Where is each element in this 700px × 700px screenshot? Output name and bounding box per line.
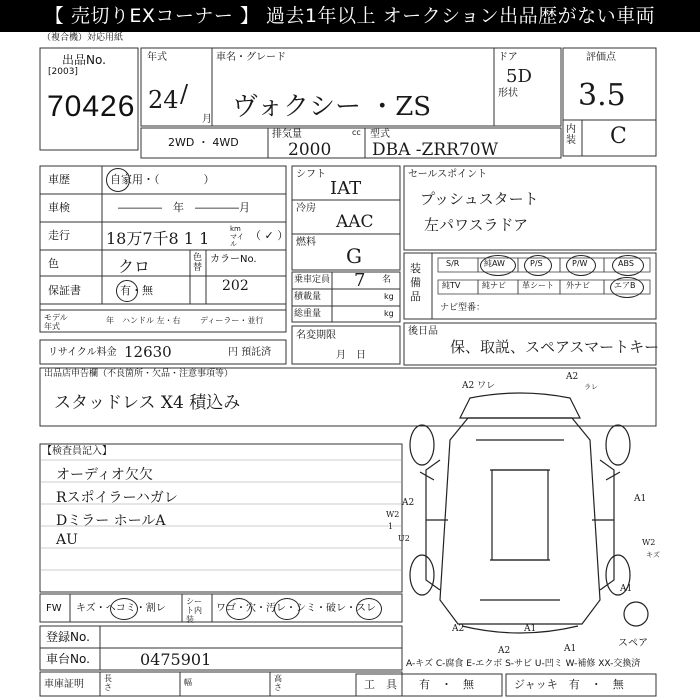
damage-mark-1: A2 ワレ [462, 381, 496, 391]
listing-year-tag: [2003] [48, 67, 78, 77]
length-label: 長さ [104, 674, 112, 692]
tools-label: 工 具 有 ・ 無 [364, 678, 474, 691]
equip-aw: 純AW [484, 259, 505, 268]
damage-mark-15: A1 [564, 644, 577, 654]
listing-number: 70426 [47, 90, 136, 123]
drive-label: 2WD ・ 4WD [168, 136, 239, 149]
equipment-label: 装備品 [410, 262, 421, 303]
equip-tv: 純TV [442, 281, 461, 290]
equip-pw-circle [566, 255, 596, 276]
seat-label: シート内装 [186, 597, 202, 624]
equip-pw: P/W [572, 259, 588, 268]
history-label: 車歴 [48, 173, 70, 186]
equip-airbag: エアB [614, 281, 636, 290]
history-value: 自家用・（ ） [110, 173, 215, 186]
fw-label: FW [46, 603, 62, 614]
fw-items: キズ・ヘコミ・割レ [76, 603, 166, 614]
mileage-label: 走行 [48, 229, 70, 242]
sales-point-line2: 左パワスラドア [424, 216, 529, 234]
listing-label: 出品No. [62, 53, 106, 67]
damage-mark-13: A1 [524, 624, 537, 634]
model-year-unit: 年 [106, 316, 114, 325]
model-year-label: モデル年式 [44, 313, 68, 331]
inspector-line-3: Dミラー ホールA [56, 513, 166, 529]
damage-mark-3: ラレ [584, 383, 598, 391]
type-label: 型式 [370, 129, 390, 140]
car-body-diagram [410, 393, 648, 633]
shape-label: 形状 [498, 88, 518, 99]
warranty-circle-mark [116, 280, 138, 302]
damage-mark-2: A2 [566, 372, 579, 382]
model-name-label: 車名・グレード [216, 52, 286, 63]
recycle-unit: 円 預託済 [228, 347, 272, 358]
seller-notes-value: スタッドレス X4 積込み [54, 393, 241, 413]
inspection-label: 車検 [48, 201, 70, 214]
displacement-label: 排気量 [272, 129, 302, 140]
mileage-unit: km マイル [230, 225, 244, 249]
weight-unit: kg [384, 309, 394, 318]
color-label: 色 [48, 257, 59, 270]
equip-sr: S/R [446, 259, 460, 268]
interior-label: 内装 [566, 124, 576, 146]
year-slash: / [180, 80, 189, 108]
damage-mark-14: A2 [498, 646, 511, 656]
year-month-unit: 月 [202, 114, 212, 125]
equip-ps: P/S [530, 259, 543, 268]
ac-value: AAC [336, 212, 374, 232]
ac-label: 冷房 [296, 203, 316, 214]
color-change-label: 色替 [193, 253, 203, 273]
color-code-label: カラーNo. [210, 254, 257, 265]
weight-label: 総重量 [294, 309, 322, 319]
sales-point-line1: プッシュスタート [420, 190, 539, 208]
displacement-unit: cc [352, 128, 361, 137]
handle-label: ハンドル 左・右 [122, 316, 181, 325]
doors-label: ドア [498, 52, 518, 63]
form-sub-note: （複合機）対応用紙 [42, 33, 124, 43]
height-label: 高さ [274, 674, 282, 692]
jack-label: ジャッキ 有 ・ 無 [514, 678, 624, 691]
after-parts-value: 保、取説、スペアスマートキー [450, 338, 660, 356]
color-code-value: 202 [222, 278, 249, 294]
equip-ps-circle [524, 255, 552, 276]
load-label: 積載量 [294, 292, 322, 302]
shift-value: IAT [330, 178, 362, 199]
damage-mark-7: U2 [398, 534, 410, 543]
damage-mark-4: A2 [402, 498, 415, 508]
equip-navi: 純ナビ [482, 281, 506, 290]
capacity-label: 乗車定員 [294, 275, 331, 285]
inspector-label: 【検査員記入】 [42, 446, 112, 457]
inspector-line-4: AU [56, 532, 78, 548]
chassis-value: 0475901 [140, 650, 212, 669]
seller-notes-label: 出品店申告欄（不良箇所・欠品・注意事項等） [44, 369, 234, 379]
model-name-value: ヴォクシー ・ZS [232, 92, 432, 122]
damage-mark-9: W2 [642, 538, 656, 547]
warranty-label: 保証書 [48, 284, 81, 297]
damage-mark-12: A2 [452, 624, 465, 634]
fuel-label: 燃料 [296, 237, 316, 248]
dealer-label: ディーラー・並行 [200, 316, 264, 325]
score-label: 評価点 [586, 52, 616, 63]
equip-airbag-circle [610, 277, 644, 298]
recycle-value: 12630 [124, 343, 172, 361]
width-label: 幅 [184, 678, 192, 687]
fw-circle-mark [110, 598, 138, 620]
equip-ext-navi: 外ナビ [566, 281, 590, 290]
equip-abs: ABS [618, 259, 634, 268]
type-value: DBA -ZRR70W [372, 140, 499, 160]
recycle-label: リサイクル料金 [48, 347, 117, 358]
inspection-value: ―――― 年 ――――月 [118, 201, 250, 214]
fuel-value: G [346, 244, 362, 268]
spare-label: スペア [618, 638, 648, 649]
inspector-line-2: Rスポイラーハガレ [56, 490, 178, 506]
navi-model-label: ナビ型番： [440, 303, 486, 313]
mileage-value: 18万7千8 1 1 [106, 229, 210, 248]
displacement-value: 2000 [288, 140, 332, 160]
header-banner: 【 売切りEXコーナー 】 過去1年以上 オークション出品歴がない車両 [0, 0, 700, 32]
doors-value: 5D [506, 66, 532, 87]
score-value: 3.5 [578, 78, 626, 113]
capacity-unit: 名 [382, 275, 392, 285]
equip-leather: 革シート [522, 281, 554, 290]
seat-items: ワゴ・穴・汚レ・シミ・破レ・スレ [216, 603, 376, 614]
deadline-unit: 月 日 [336, 350, 366, 361]
damage-mark-10: キズ [646, 551, 660, 559]
warranty-value: 有・無 [120, 284, 153, 297]
deadline-label: 名変期限 [296, 330, 336, 341]
equip-aw-circle [480, 255, 516, 276]
capacity-value: 7 [354, 270, 366, 291]
equip-abs-circle [612, 255, 644, 276]
interior-value: C [610, 124, 627, 149]
damage-mark-6: 1 [388, 522, 394, 531]
after-parts-label: 後日品 [408, 326, 438, 337]
year-value: 24 [148, 86, 179, 114]
history-circle-mark [106, 168, 130, 192]
damage-legend: A-キズ C-腐食 E-エクボ S-サビ U-凹ミ W-補修 XX-交換済 [406, 659, 641, 669]
year-label: 年式 [147, 52, 167, 63]
load-unit: kg [384, 292, 394, 301]
color-value: クロ [118, 257, 151, 276]
garage-cert-label: 車庫証明 [44, 679, 84, 690]
inspector-line-1: オーディオ欠欠 [56, 467, 153, 483]
seat-circle-mark-1 [226, 598, 252, 620]
damage-mark-8: A1 [634, 494, 647, 504]
chassis-label: 車台No. [46, 652, 90, 666]
mileage-paren: （ ✓ ） [250, 229, 289, 242]
damage-mark-5: W2 [386, 510, 400, 519]
shift-label: シフト [296, 169, 326, 180]
seat-circle-mark-2 [274, 598, 300, 620]
registration-label: 登録No. [46, 630, 90, 644]
sales-point-label: セールスポイント [408, 169, 488, 180]
seat-circle-mark-3 [356, 598, 382, 620]
damage-mark-11: A1 [620, 584, 633, 594]
